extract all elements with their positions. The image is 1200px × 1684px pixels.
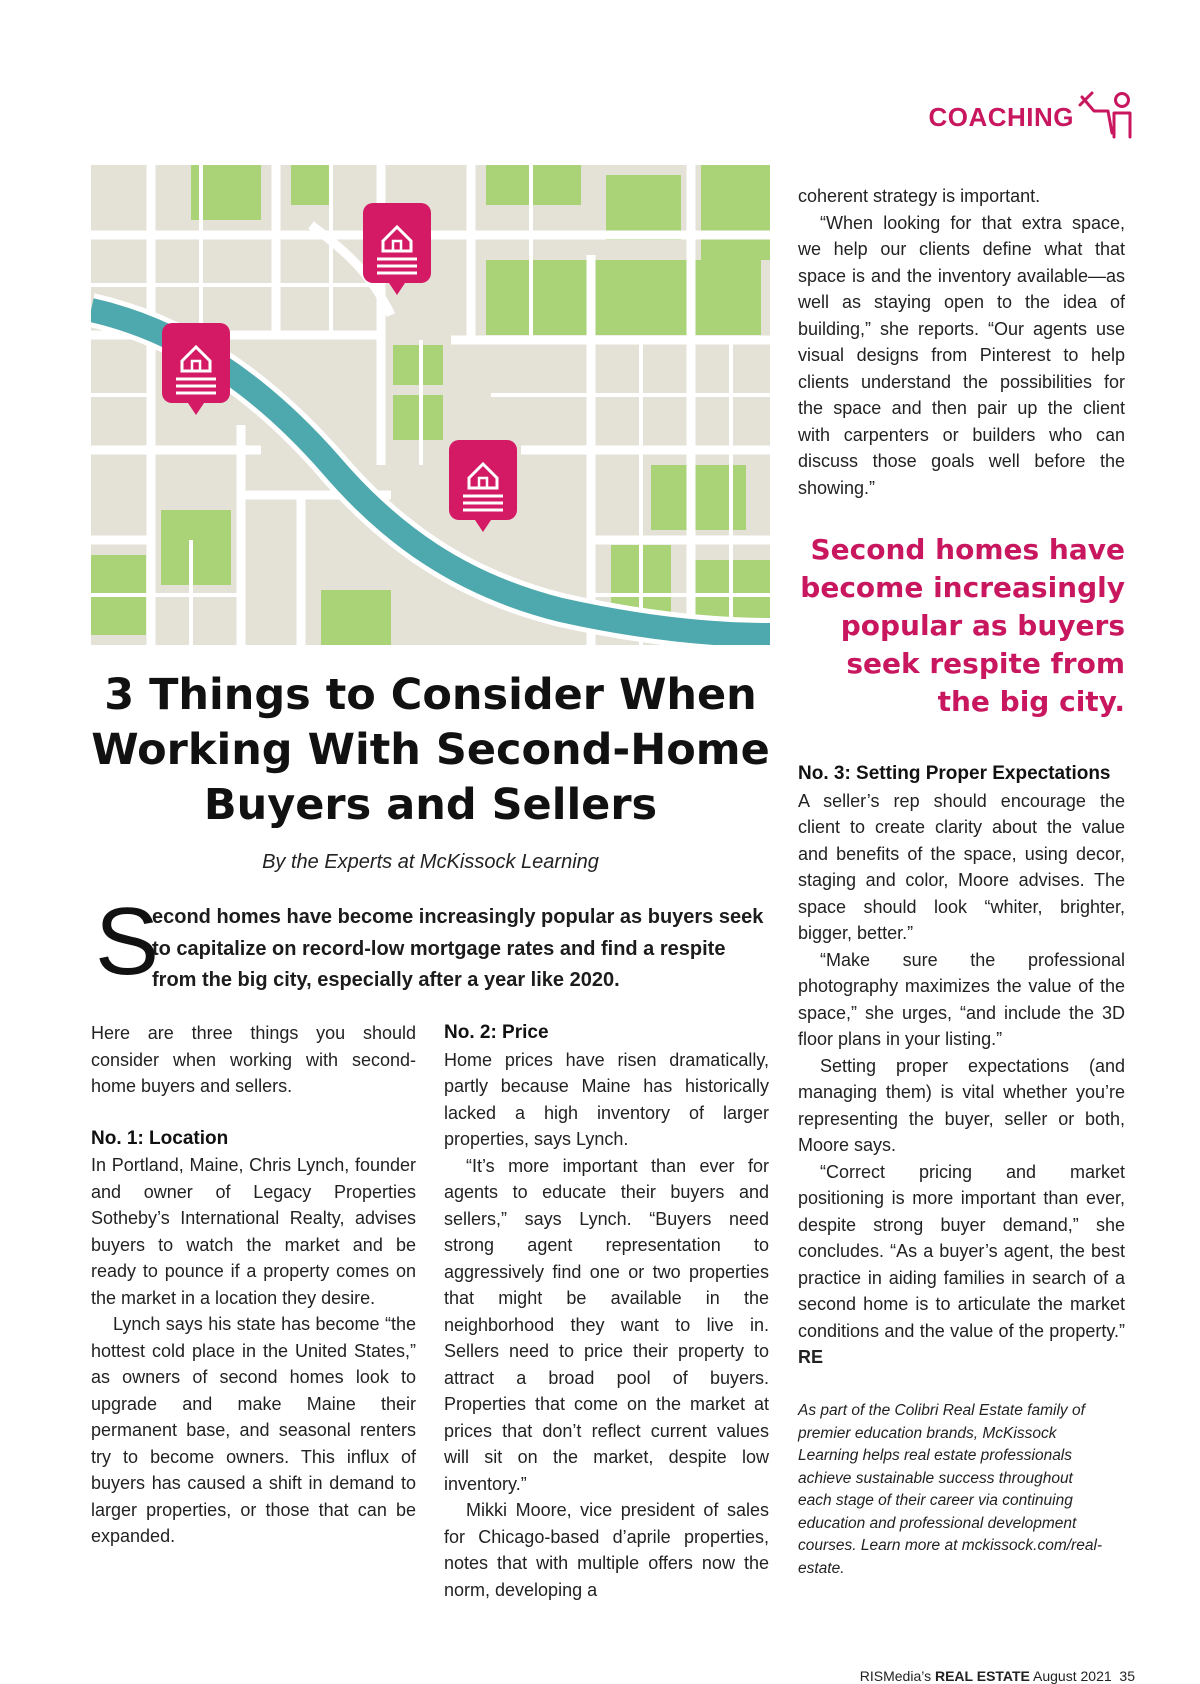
paragraph: “When looking for that extra space, we help our clients define what that space is and the inventory available—as well as staying open to the idea of building,” she reports. “Our agents use visual designs from Pinterest to help clients understand the possibilities for the space and then pair up the client with carpenters or builders who can discuss those goals well before the showing.” [798,212,1125,498]
coach-figure-icon [1078,91,1140,143]
page-number: 35 [1119,1668,1135,1684]
paragraph: “Make sure the professional photography maximizes the value of the space,” she urges, “and include the 3D floor plans in your listing.” [798,949,1125,1049]
drop-cap: S [95,888,160,995]
house-pin-icon [363,203,431,295]
author-bio: As part of the Colibri Real Estate family of premier education brands, McKissock Learning helps real estate professionals achieve sustainable success throughout each stage of their career via continuing education and professional development courses. Learn more at mckissock.com/real-estate. [798,1402,1103,1577]
footer-publisher: RISMedia’s [859,1668,932,1684]
city-map-illustration [91,165,770,645]
end-mark: RE [798,1347,824,1367]
paragraph: Lynch says his state has become “the hottest cold place in the United States,” as owners of second homes look to upgrade and make Maine their permanent base, and seasonal renters try to become owners. This influx of buyers has caused a shift in demand to larger properties, or those that can be expanded. [91,1314,416,1546]
column-2 [444,1020,769,1603]
article-byline: By the Experts at McKissock Learning [262,851,599,873]
paragraph [798,1159,1125,1371]
footer-magazine: REAL ESTATE [934,1668,1030,1684]
paragraph: In Portland, Maine, Chris Lynch, founder and owner of Legacy Properties Sotheby’s International Realty, advises buyers to watch the market and be ready to pounce if a property comes on the market in a location they desire. [91,1155,416,1308]
section-tag [880,92,1140,142]
paragraph: coherent strategy is important. [798,186,1041,206]
paragraph: A seller’s rep should encourage the client to create clarity about the value and benefits of the space, using decor, staging and color, Moore advises. The space should look “whiter, brighter, bigger, better.” [798,790,1125,943]
house-pin-icon [449,440,517,532]
subheading-location: No. 1: Location [91,1127,229,1149]
paragraph: Here are three things you should consider when working with second-home buyers and sellers. [91,1023,416,1096]
footer-issue: August 2021 [1033,1668,1112,1684]
paragraph: Setting proper expectations (and managing them) is vital whether you’re representing the buyer, seller or both, Moore says. [798,1055,1125,1155]
pull-quote: Second homes have become increasingly popular as buyers seek respite from the big city. [800,533,1125,718]
paragraph: Home prices have risen dramatically, partly because Maine has historically lacked a high inventory of larger properties, says Lynch. [444,1049,769,1149]
column-1 [91,1020,416,1550]
paragraph-text: “Correct pricing and market positioning is more important than ever, despite strong buyer demand,” she concludes. “As a buyer’s agent, the best practice in aiding families in search of a second home is to articulate the market conditions and the value of the property.” [798,1161,1125,1341]
article-intro: econd homes have become increasingly popular as buyers seek to capitalize on record-low mortgage rates and find a respite from the big city, especially after a year like 2020. [152,906,764,991]
paragraph: Mikki Moore, vice president of sales for Chicago-based d’aprile properties, notes that with multiple offers now the norm, developing a [444,1500,769,1600]
article-title: 3 Things to Consider When Working With Second-Home Buyers and Sellers [91,670,770,830]
subheading-expectations: No. 3: Setting Proper Expectations [798,763,1111,784]
column-3 [798,183,1125,1371]
house-pin-icon [162,323,230,415]
subheading-price: No. 2: Price [444,1022,549,1043]
paragraph: “It’s more important than ever for agents to educate their buyers and sellers,” says Lynch. “Buyers need strong agent representation to aggressively find one or two properties that might be available in the neighborhood they want to live in. Sellers need to price their property to attract a broad pool of buyers. Properties that come on the market at prices that don’t reflect current values will sit on the market, despite low inventory.” [444,1155,769,1494]
page-footer [760,1668,1135,1684]
section-label: COACHING [928,101,1074,132]
